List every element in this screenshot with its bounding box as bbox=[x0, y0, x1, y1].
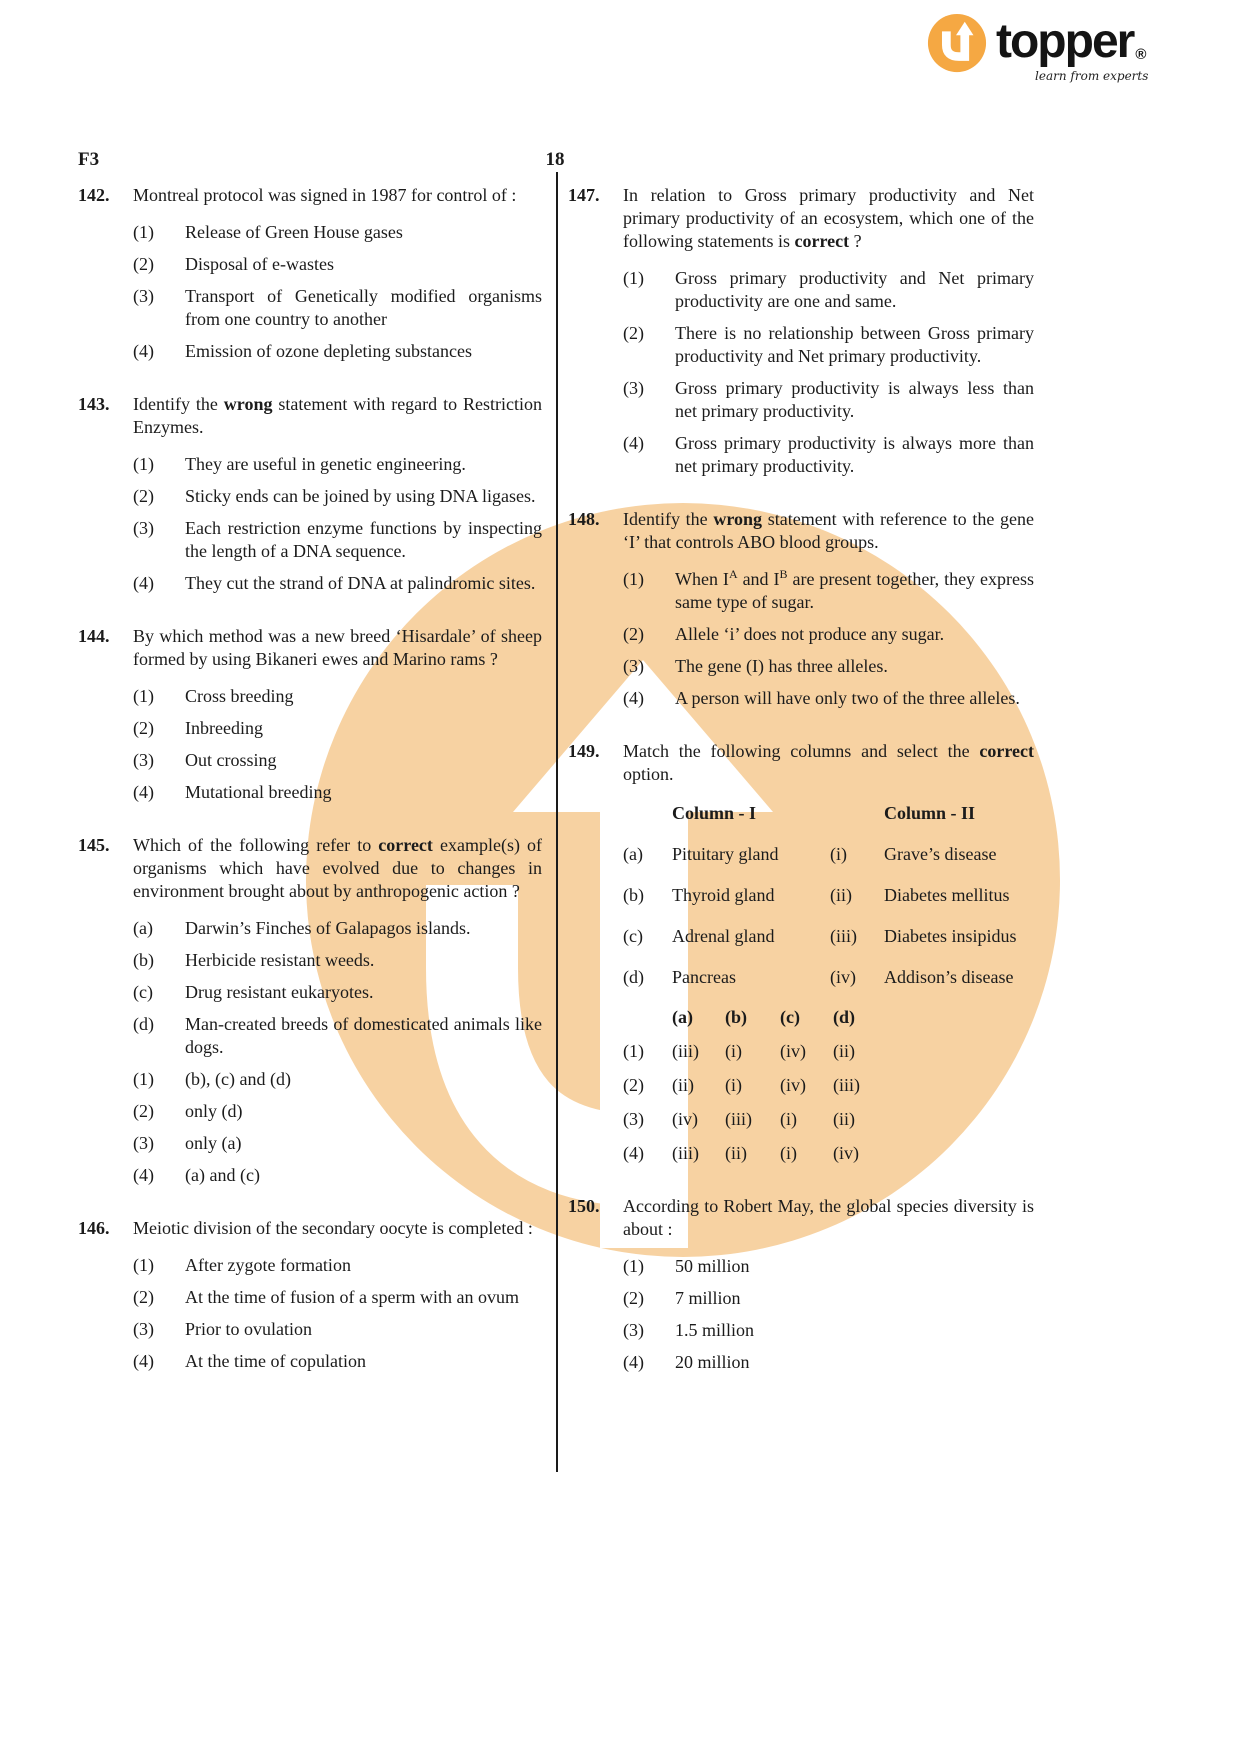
text-post: option. bbox=[623, 764, 674, 784]
page-number: 18 bbox=[545, 149, 565, 170]
option-1 bbox=[133, 1068, 542, 1091]
text-post: ? bbox=[849, 231, 862, 251]
spacer bbox=[623, 1006, 672, 1029]
bold-keyword: wrong bbox=[713, 509, 763, 529]
option-1 bbox=[133, 453, 542, 476]
row-marker: (iv) bbox=[830, 967, 856, 987]
text-pre: According to Robert May, the global species diversity is about : bbox=[623, 1196, 1034, 1239]
bold-keyword: correct bbox=[794, 231, 850, 251]
brand-text: topper bbox=[996, 15, 1134, 68]
question-text bbox=[623, 184, 1034, 253]
option-4 bbox=[133, 1350, 542, 1373]
question-text bbox=[133, 834, 542, 903]
question-150 bbox=[568, 1195, 1034, 1374]
option-marker: (3) bbox=[623, 656, 644, 676]
grid-cell: (i) bbox=[725, 1075, 742, 1095]
grid-cell: (i) bbox=[780, 1109, 797, 1129]
question-number: 149. bbox=[568, 741, 600, 761]
column1-item: Thyroid gland bbox=[672, 885, 775, 905]
grid-cell: (iv) bbox=[833, 1143, 859, 1163]
option-text: Darwin’s Finches of Galapagos islands. bbox=[185, 918, 471, 938]
text-pre: Which of the following refer to bbox=[133, 835, 379, 855]
option-marker: (4) bbox=[133, 341, 154, 361]
row-marker: (iii) bbox=[830, 926, 857, 946]
option-marker: (c) bbox=[133, 982, 153, 1002]
question-body bbox=[133, 393, 542, 595]
question-body bbox=[623, 508, 1034, 710]
option-marker: (2) bbox=[623, 323, 644, 343]
option-4 bbox=[133, 781, 542, 804]
option-text: 20 million bbox=[675, 1352, 750, 1372]
option-marker: (1) bbox=[133, 222, 154, 242]
question-number: 144. bbox=[78, 626, 110, 646]
text-pre: In relation to Gross primary productivity and Net primary productivity of an ecosystem, which one of the following statements is bbox=[623, 185, 1034, 251]
column2-header: Column - II bbox=[884, 803, 976, 823]
option-3 bbox=[133, 517, 542, 563]
option-marker: (2) bbox=[133, 486, 154, 506]
option-marker: (3) bbox=[623, 378, 644, 398]
text-pre: Identify the bbox=[623, 509, 714, 529]
text-segment: and I bbox=[737, 569, 780, 589]
question-body bbox=[623, 740, 1034, 1165]
option-marker: (2) bbox=[623, 1288, 644, 1308]
option-marker: (d) bbox=[133, 1014, 154, 1034]
option-text: only (a) bbox=[185, 1133, 242, 1153]
option-text bbox=[675, 568, 1034, 614]
question-number: 145. bbox=[78, 835, 110, 855]
option-3 bbox=[623, 377, 1034, 423]
column2-item: Grave’s disease bbox=[884, 844, 997, 864]
option-text: 50 million bbox=[675, 1256, 750, 1276]
bold-keyword: correct bbox=[979, 741, 1034, 761]
question-149 bbox=[568, 740, 1034, 1165]
option-marker: (2) bbox=[133, 1101, 154, 1121]
option-text: Emission of ozone depleting substances bbox=[185, 341, 472, 361]
question-text bbox=[133, 625, 542, 671]
row-marker: (ii) bbox=[830, 885, 852, 905]
option-text: Mutational breeding bbox=[185, 782, 332, 802]
grid-cell: (ii) bbox=[833, 1109, 855, 1129]
option-marker: (3) bbox=[623, 1109, 644, 1129]
option-text: Each restriction enzyme functions by inspecting the length of a DNA sequence. bbox=[185, 518, 542, 561]
column1-item: Pituitary gland bbox=[672, 844, 779, 864]
column-divider bbox=[556, 172, 558, 1472]
superscript-A: A bbox=[728, 567, 738, 581]
option-marker: (4) bbox=[623, 1352, 644, 1372]
option-marker: (1) bbox=[133, 454, 154, 474]
option-1 bbox=[623, 267, 1034, 313]
question-body bbox=[133, 184, 542, 363]
option-4 bbox=[133, 572, 542, 595]
option-4 bbox=[623, 432, 1034, 478]
option-marker: (1) bbox=[623, 1041, 644, 1061]
question-144 bbox=[78, 625, 542, 804]
text-post: statement with reference to the gene ‘I’ that controls ABO blood groups. bbox=[623, 509, 1034, 552]
option-text: Disposal of e-wastes bbox=[185, 254, 334, 274]
grid-cell: (iii) bbox=[833, 1075, 860, 1095]
option-text: Inbreeding bbox=[185, 718, 263, 738]
option-text: After zygote formation bbox=[185, 1255, 351, 1275]
grid-cell: (iv) bbox=[780, 1041, 806, 1061]
option-marker: (1) bbox=[133, 1255, 154, 1275]
bold-keyword: wrong bbox=[223, 394, 273, 414]
option-4 bbox=[623, 1351, 1034, 1374]
option-text: only (d) bbox=[185, 1101, 243, 1121]
spacer bbox=[623, 802, 672, 825]
option-marker: (a) bbox=[133, 918, 153, 938]
row-marker: (a) bbox=[623, 844, 643, 864]
option-2 bbox=[133, 717, 542, 740]
option-2 bbox=[623, 1287, 1034, 1310]
question-text bbox=[623, 1195, 1034, 1241]
brand-tagline: learn from experts bbox=[1035, 69, 1149, 83]
option-3 bbox=[623, 655, 1034, 678]
option-marker: (4) bbox=[623, 1143, 644, 1163]
question-147 bbox=[568, 184, 1034, 478]
option-text: 7 million bbox=[675, 1288, 741, 1308]
question-142 bbox=[78, 184, 542, 363]
spacer bbox=[830, 802, 884, 825]
question-body bbox=[623, 184, 1034, 478]
option-marker: (3) bbox=[133, 286, 154, 306]
grid-cell: (iv) bbox=[780, 1075, 806, 1095]
u-arrow-icon bbox=[926, 12, 988, 74]
text-pre: Meiotic division of the secondary oocyte is completed : bbox=[133, 1218, 533, 1238]
option-marker: (4) bbox=[623, 433, 644, 453]
grid-cell: (i) bbox=[725, 1041, 742, 1061]
registered-mark: ® bbox=[1135, 46, 1147, 63]
option-2 bbox=[133, 485, 542, 508]
text-segment: When I bbox=[675, 569, 729, 589]
match-table bbox=[623, 802, 1034, 989]
option-text: There is no relationship between Gross primary productivity and Net primary productivity. bbox=[675, 323, 1034, 366]
right-column bbox=[568, 184, 1034, 1404]
option-2 bbox=[623, 623, 1034, 646]
grid-header-d: (d) bbox=[833, 1007, 855, 1027]
grid-cell: (ii) bbox=[672, 1075, 694, 1095]
superscript-B: B bbox=[779, 567, 788, 581]
text-pre: Identify the bbox=[133, 394, 224, 414]
grid-cell: (iii) bbox=[725, 1109, 752, 1129]
option-marker: (3) bbox=[133, 1319, 154, 1339]
text-pre: Match the following columns and select the bbox=[623, 741, 980, 761]
option-2 bbox=[133, 1286, 542, 1309]
option-text: Sticky ends can be joined by using DNA ligases. bbox=[185, 486, 536, 506]
option-2 bbox=[623, 322, 1034, 368]
option-text: (b), (c) and (d) bbox=[185, 1069, 291, 1089]
question-number: 146. bbox=[78, 1218, 110, 1238]
option-marker: (b) bbox=[133, 950, 154, 970]
option-1 bbox=[623, 568, 1034, 614]
option-marker: (3) bbox=[133, 1133, 154, 1153]
option-marker: (3) bbox=[623, 1320, 644, 1340]
column1-item: Pancreas bbox=[672, 967, 736, 987]
question-number: 142. bbox=[78, 185, 110, 205]
option-text: They cut the strand of DNA at palindromic sites. bbox=[185, 573, 536, 593]
option-2 bbox=[133, 1100, 542, 1123]
option-marker: (4) bbox=[133, 782, 154, 802]
left-column bbox=[78, 184, 542, 1403]
option-2 bbox=[133, 253, 542, 276]
option-marker: (2) bbox=[133, 718, 154, 738]
option-text: Transport of Genetically modified organisms from one country to another bbox=[185, 286, 542, 329]
option-text: Gross primary productivity and Net primary productivity are one and same. bbox=[675, 268, 1034, 311]
option-marker: (1) bbox=[133, 1069, 154, 1089]
option-marker: (1) bbox=[623, 1256, 644, 1276]
row-marker: (c) bbox=[623, 926, 643, 946]
question-body bbox=[133, 625, 542, 804]
question-text bbox=[133, 393, 542, 439]
option-marker: (4) bbox=[133, 1165, 154, 1185]
row-marker: (b) bbox=[623, 885, 644, 905]
grid-cell: (ii) bbox=[833, 1041, 855, 1061]
option-text: Cross breeding bbox=[185, 686, 294, 706]
text-pre: By which method was a new breed ‘Hisardale’ of sheep formed by using Bikaneri ewes and Marino rams ? bbox=[133, 626, 542, 669]
option-text: Drug resistant eukaryotes. bbox=[185, 982, 374, 1002]
option-marker: (4) bbox=[133, 1351, 154, 1371]
text-pre: Montreal protocol was signed in 1987 for control of : bbox=[133, 185, 517, 205]
option-3 bbox=[133, 1132, 542, 1155]
question-number: 143. bbox=[78, 394, 110, 414]
option-1 bbox=[133, 685, 542, 708]
option-marker: (4) bbox=[133, 573, 154, 593]
brand-wordmark bbox=[996, 12, 1147, 72]
grid-cell: (i) bbox=[780, 1143, 797, 1163]
column2-item: Addison’s disease bbox=[884, 967, 1014, 987]
option-marker: (2) bbox=[133, 1287, 154, 1307]
question-text bbox=[623, 740, 1034, 786]
row-marker: (d) bbox=[623, 967, 644, 987]
grid-header-c: (c) bbox=[780, 1007, 800, 1027]
option-marker: (2) bbox=[133, 254, 154, 274]
question-143 bbox=[78, 393, 542, 595]
question-text bbox=[133, 184, 542, 207]
column1-header: Column - I bbox=[672, 803, 757, 823]
question-number: 148. bbox=[568, 509, 600, 529]
column2-item: Diabetes insipidus bbox=[884, 926, 1017, 946]
option-marker: (1) bbox=[623, 268, 644, 288]
option-marker: (1) bbox=[623, 569, 644, 589]
option-3 bbox=[623, 1319, 1034, 1342]
option-1 bbox=[623, 1255, 1034, 1278]
grid-header-a: (a) bbox=[672, 1007, 693, 1027]
option-3 bbox=[133, 749, 542, 772]
text-segment: are present together, they express same type of sugar. bbox=[675, 569, 1034, 612]
bold-keyword: correct bbox=[378, 835, 433, 855]
option-4 bbox=[623, 687, 1034, 710]
paper-code: F3 bbox=[78, 149, 100, 170]
text-post: statement with regard to Restriction Enzymes. bbox=[133, 394, 542, 437]
question-body bbox=[133, 1217, 542, 1373]
text-post: example(s) of organisms which have evolved due to changes in environment brought about by anthropogenic action ? bbox=[133, 835, 542, 901]
option-marker: (3) bbox=[133, 518, 154, 538]
grid-cell: (iv) bbox=[672, 1109, 698, 1129]
question-body bbox=[133, 834, 542, 1187]
grid-cell: (iii) bbox=[672, 1041, 699, 1061]
row-marker: (i) bbox=[830, 844, 847, 864]
sub-option-b bbox=[133, 949, 542, 972]
option-1 bbox=[133, 221, 542, 244]
question-148 bbox=[568, 508, 1034, 710]
question-145 bbox=[78, 834, 542, 1187]
grid-header-b: (b) bbox=[725, 1007, 747, 1027]
option-text: They are useful in genetic engineering. bbox=[185, 454, 466, 474]
option-text: Release of Green House gases bbox=[185, 222, 403, 242]
answer-grid bbox=[623, 1006, 1034, 1165]
option-marker: (2) bbox=[623, 624, 644, 644]
question-body bbox=[623, 1195, 1034, 1374]
sub-option-c bbox=[133, 981, 542, 1004]
option-marker: (1) bbox=[133, 686, 154, 706]
sub-option-a bbox=[133, 917, 542, 940]
column2-item: Diabetes mellitus bbox=[884, 885, 1010, 905]
option-marker: (4) bbox=[623, 688, 644, 708]
column1-item: Adrenal gland bbox=[672, 926, 775, 946]
question-text bbox=[133, 1217, 542, 1240]
option-text: Herbicide resistant weeds. bbox=[185, 950, 375, 970]
option-text: (a) and (c) bbox=[185, 1165, 260, 1185]
option-marker: (3) bbox=[133, 750, 154, 770]
option-text: Prior to ovulation bbox=[185, 1319, 312, 1339]
option-text: The gene (I) has three alleles. bbox=[675, 656, 888, 676]
option-text: Gross primary productivity is always less than net primary productivity. bbox=[675, 378, 1034, 421]
option-marker: (2) bbox=[623, 1075, 644, 1095]
option-3 bbox=[133, 285, 542, 331]
option-text: At the time of fusion of a sperm with an ovum bbox=[185, 1287, 519, 1307]
option-text: 1.5 million bbox=[675, 1320, 755, 1340]
grid-cell: (ii) bbox=[725, 1143, 747, 1163]
option-1 bbox=[133, 1254, 542, 1277]
sub-option-d bbox=[133, 1013, 542, 1059]
option-text: At the time of copulation bbox=[185, 1351, 366, 1371]
option-4 bbox=[133, 1164, 542, 1187]
question-number: 150. bbox=[568, 1196, 600, 1216]
option-4 bbox=[133, 340, 542, 363]
grid-cell: (iii) bbox=[672, 1143, 699, 1163]
question-146 bbox=[78, 1217, 542, 1373]
option-text: A person will have only two of the three alleles. bbox=[675, 688, 1020, 708]
option-text: Gross primary productivity is always more than net primary productivity. bbox=[675, 433, 1034, 476]
option-3 bbox=[133, 1318, 542, 1341]
question-text bbox=[623, 508, 1034, 554]
option-text: Allele ‘i’ does not produce any sugar. bbox=[675, 624, 945, 644]
utopper-logo bbox=[926, 12, 1149, 83]
option-text: Man-created breeds of domesticated animals like dogs. bbox=[185, 1014, 542, 1057]
question-number: 147. bbox=[568, 185, 600, 205]
option-text: Out crossing bbox=[185, 750, 277, 770]
